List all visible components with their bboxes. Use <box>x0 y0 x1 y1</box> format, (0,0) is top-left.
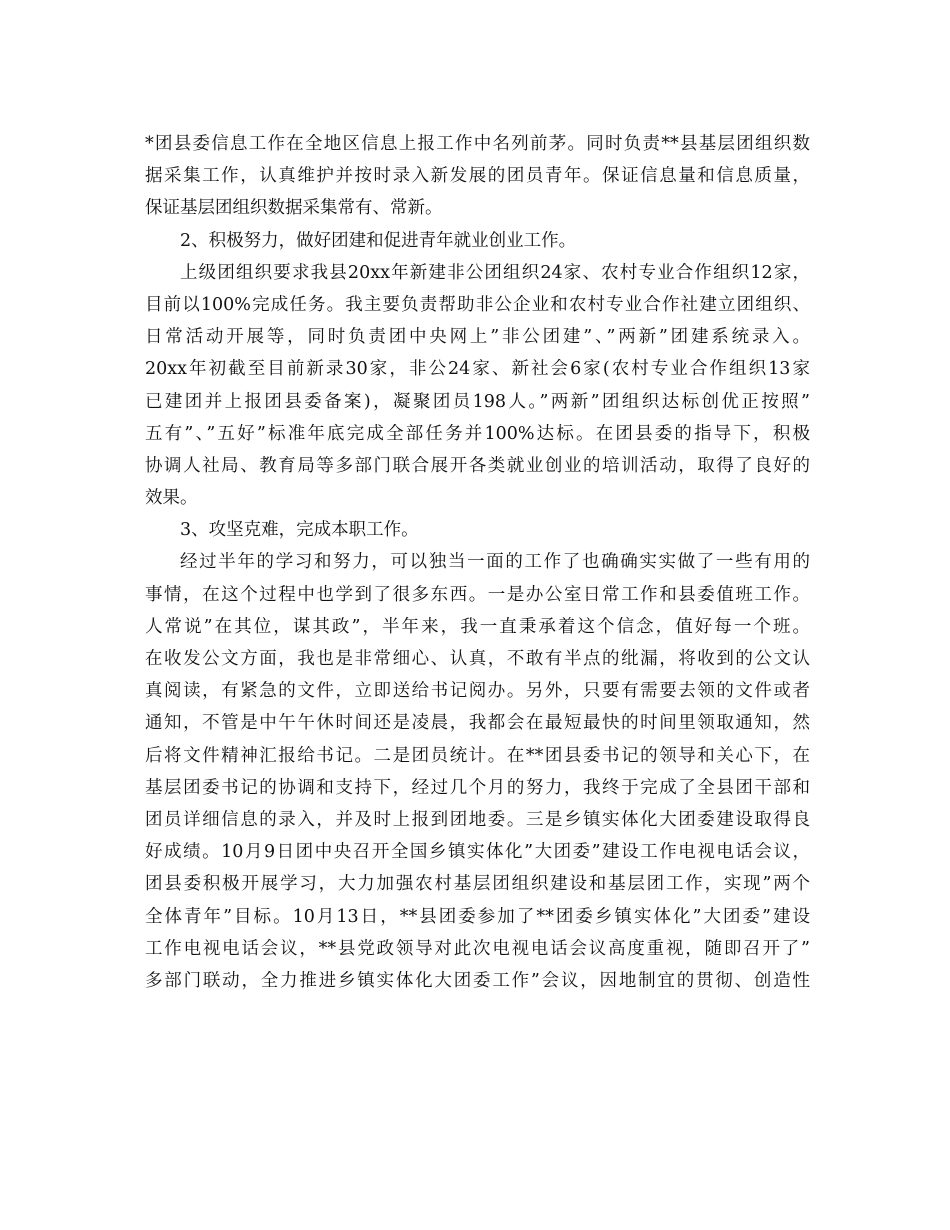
text-line: 上级团组织要求我县20xx年新建非公团组织24家、农村专业合作组织12家， <box>180 262 810 283</box>
text-line: 通知，不管是中午午休时间还是凌晨，我都会在最短最快的时间里领取通知，然 <box>145 713 810 734</box>
text-line: 目前以100%完成任务。我主要负责帮助非公企业和农村专业合作社建立团组织、 <box>145 294 810 315</box>
text-line: 团员详细信息的录入，并及时上报到团地委。三是乡镇实体化大团委建设取得良 <box>145 809 810 830</box>
text-line: *团县委信息工作在全地区信息上报工作中名列前茅。同时负责**县基层团组织数 <box>145 134 810 154</box>
text-line: 基层团委书记的协调和支持下，经过几个月的努力，我终于完成了全县团干部和 <box>145 777 810 798</box>
text-line: 协调人社局、教育局等多部门联合展开各类就业创业的培训活动，取得了良好的 <box>145 455 810 476</box>
text-line: 多部门联动，全力推进乡镇实体化大团委工作”会议，因地制宜的贯彻、创造性 <box>145 970 810 991</box>
text-line: 五有”、”五好”标准年底完成全部任务并100%达标。在团县委的指导下，积极 <box>145 423 810 444</box>
text-line: 在收发公文方面，我也是非常细心、认真，不敢有半点的纰漏，将收到的公文认 <box>145 649 810 669</box>
text-line: 全体青年”目标。10月13日，**县团委参加了**团委乡镇实体化”大团委”建设 <box>145 906 810 927</box>
document-body <box>145 128 810 997</box>
text-line: 20xx年初截至目前新录30家，非公24家、新社会6家(农村专业合作组织13家 <box>145 359 810 380</box>
text-line: 人常说”在其位，谋其政”，半年来，我一直秉承着这个信念，值好每一个班。 <box>145 616 810 637</box>
text-line: 团县委积极开展学习，大力加强农村基层团组织建设和基层团工作，实现”两个 <box>145 874 810 895</box>
text-line: 后将文件精神汇报给书记。二是团员统计。在**团县委书记的领导和关心下，在 <box>145 745 810 766</box>
text-line: 据采集工作，认真维护并按时录入新发展的团员青年。保证信息量和信息质量， <box>145 166 810 187</box>
text-line: 经过半年的学习和努力，可以独当一面的工作了也确确实实做了一些有用的 <box>180 552 810 573</box>
section-heading: 3、攻坚克难，完成本职工作。 <box>180 520 419 541</box>
text-line: 效果。 <box>145 488 198 509</box>
text-line: 日常活动开展等，同时负责团中央网上”非公团建”、”两新”团建系统录入。 <box>145 327 810 348</box>
text-line: 好成绩。10月9日团中央召开全国乡镇实体化”大团委”建设工作电视电话会议， <box>145 842 810 863</box>
text-line: 保证基层团组织数据采集常有、常新。 <box>145 198 443 219</box>
text-line: 事情，在这个过程中也学到了很多东西。一是办公室日常工作和县委值班工作。 <box>145 584 810 605</box>
text-line: 已建团并上报团县委备案)，凝聚团员198人。”两新”团组织达标创优正按照” <box>145 391 810 412</box>
text-line: 工作电视电话会议，**县党政领导对此次电视电话会议高度重视，随即召开了” <box>145 938 810 959</box>
section-heading: 2、积极努力，做好团建和促进青年就业创业工作。 <box>180 230 577 251</box>
text-line: 真阅读，有紧急的文件，立即送给书记阅办。另外，只要有需要去领的文件或者 <box>145 681 810 702</box>
